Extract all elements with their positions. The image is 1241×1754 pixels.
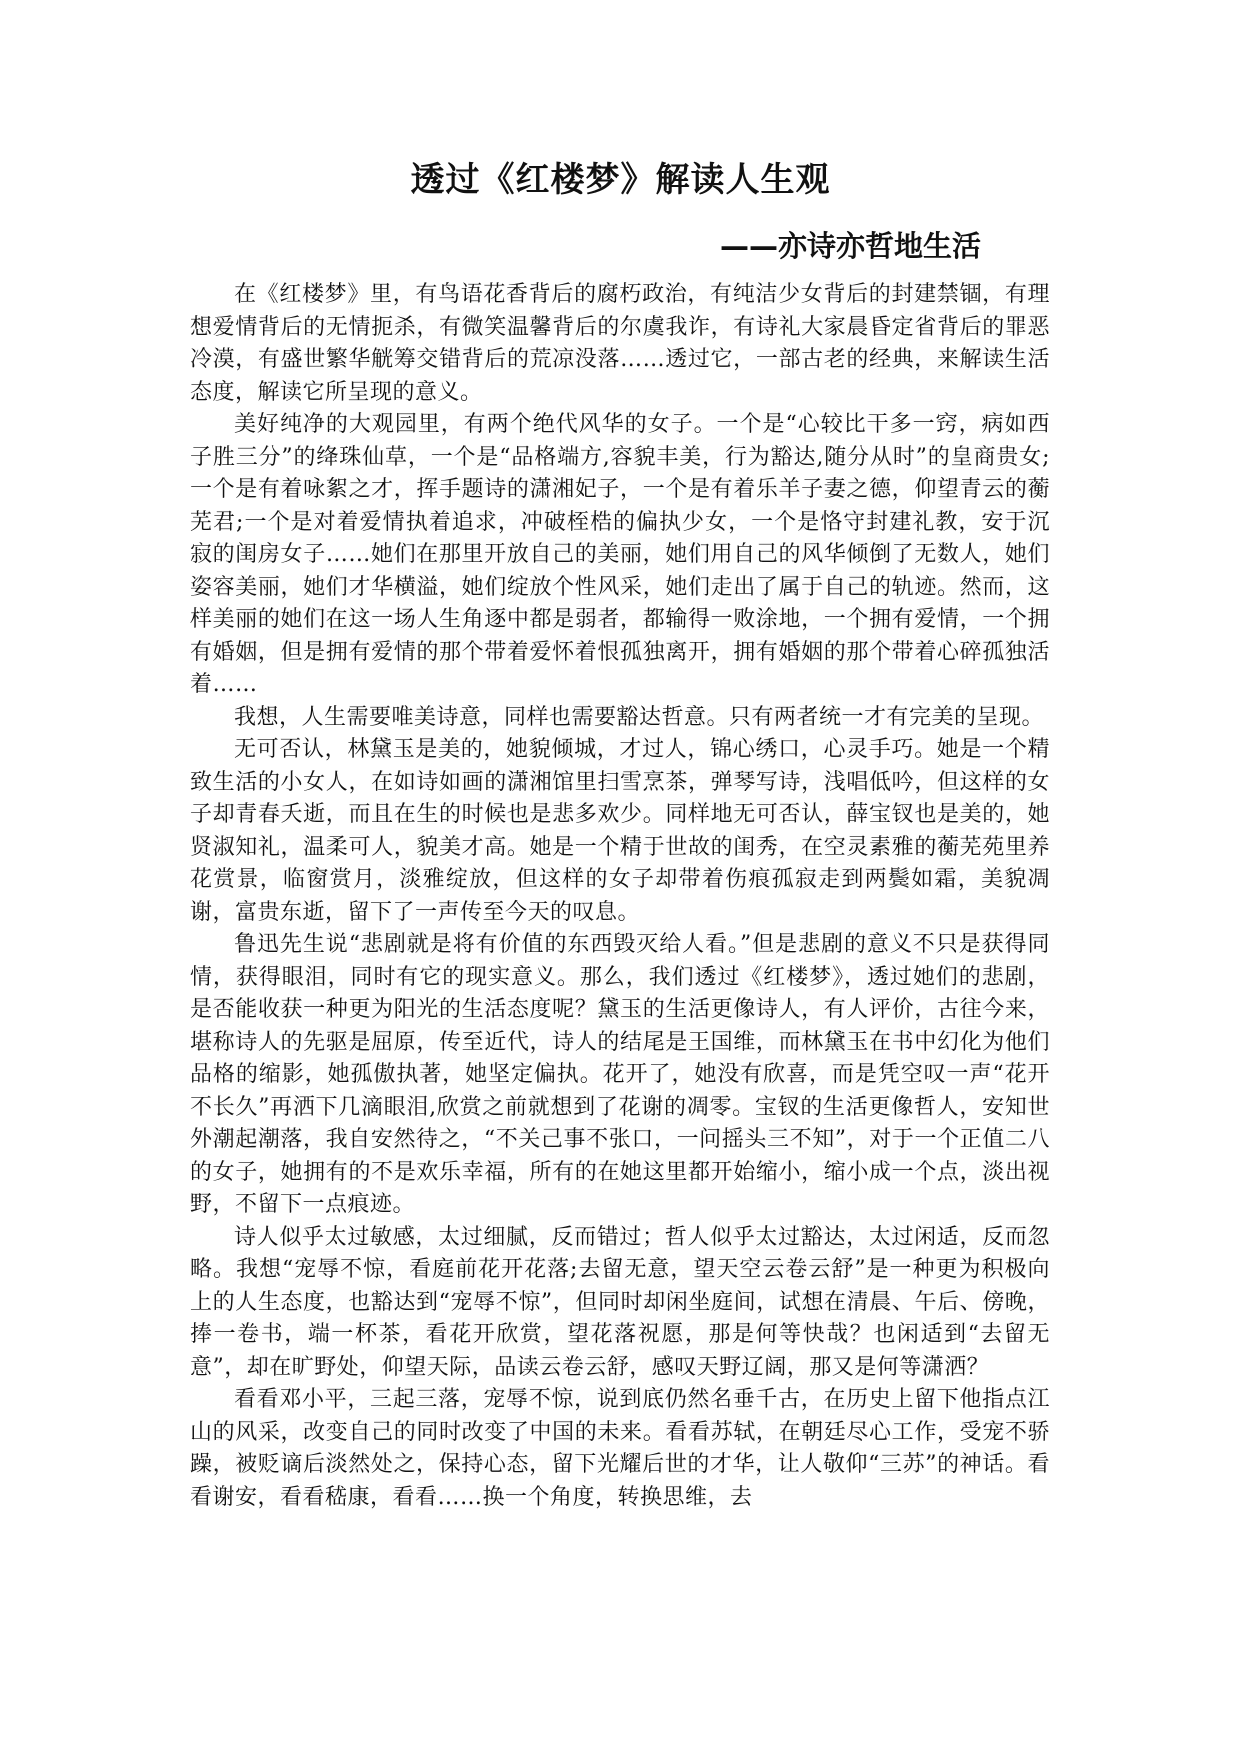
document-subtitle: ——亦诗亦哲地生活: [720, 229, 982, 263]
paragraph: 在《红楼梦》里，有鸟语花香背后的腐朽政治，有纯洁少女背后的封建禁锢，有理想爱情背后的无情扼杀，有微笑温馨背后的尔虞我诈，有诗礼大家晨昏定省背后的罪恶冷漠，有盛世繁华觥筹交错背后的荒凉没落……透过它，一部古老的经典，来解读生活态度，解读它所呈现的意义。: [190, 282, 1050, 405]
paragraph: 我想，人生需要唯美诗意，同样也需要豁达哲意。只有两者统一才有完美的呈现。: [234, 704, 1045, 730]
document-title: 透过《红楼梦》解读人生观: [410, 160, 831, 200]
paragraph: 看看邓小平，三起三落，宠辱不惊，说到底仍然名垂千古，在历史上留下他指点江山的风采，改变自己的同时改变了中国的未来。看看苏轼，在朝廷尽心工作，受宠不骄躁，被贬谪后淡然处之，保持心态，留下光耀后世的才华，让人敬仰“三苏”的神话。看看谢安，看看嵇康，看看……换一个角度，转换思维，去: [190, 1387, 1050, 1510]
paragraph: 无可否认，林黛玉是美的，她貌倾城，才过人，锦心绣口，心灵手巧。她是一个精致生活的小女人，在如诗如画的潇湘馆里扫雪烹茶，弹琴写诗，浅唱低吟，但这样的女子却青春夭逝，而且在生的时候也是悲多欢少。同样地无可否认，薛宝钗也是美的，她贤淑知礼，温柔可人，貌美才高。她是一个精于世故的闺秀，在空灵素雅的蘅芜苑里养花赏景，临窗赏月，淡雅绽放，但这样的女子却带着伤痕孤寂走到两鬓如霜，美貌凋谢，富贵东逝，留下了一声传至今天的叹息。: [190, 737, 1050, 925]
paragraph: 诗人似乎太过敏感，太过细腻，反而错过；哲人似乎太过豁达，太过闲适，反而忽略。我想“宠辱不惊，看庭前花开花落;去留无意，望天空云卷云舒”是一种更为积极向上的人生态度，也豁达到“宠辱不惊”，但同时却闲坐庭间，试想在清晨、午后、傍晚，捧一卷书，端一杯茶，看花开欣赏，望花落祝愿，那是何等快哉？也闲适到“去留无意”，却在旷野处，仰望天际，品读云卷云舒，感叹天野辽阔，那又是何等潇洒？: [190, 1224, 1050, 1380]
document-body: [190, 279, 1050, 1514]
paragraph: 鲁迅先生说“悲剧就是将有价值的东西毁灭给人看。”但是悲剧的意义不只是获得同情，获得眼泪，同时有它的现实意义。那么，我们透过《红楼梦》，透过她们的悲剧，是否能收获一种更为阳光的生活态度呢？黛玉的生活更像诗人，有人评价，古往今来，堪称诗人的先驱是屈原，传至近代，诗人的结尾是王国维，而林黛玉在书中幻化为他们品格的缩影，她孤傲执著，她坚定偏执。花开了，她没有欣喜，而是凭空叹一声“花开不长久”再洒下几滴眼泪,欣赏之前就想到了花谢的凋零。宝钗的生活更像哲人，安知世外潮起潮落，我自安然待之，“不关己事不张口，一问摇头三不知”，对于一个正值二八的女子，她拥有的不是欢乐幸福，所有的在她这里都开始缩小，缩小成一个点，淡出视野，不留下一点痕迹。: [190, 932, 1050, 1217]
paragraph: 美好纯净的大观园里，有两个绝代风华的女子。一个是“心较比干多一窍，病如西子胜三分”的绛珠仙草，一个是“品格端方,容貌丰美，行为豁达,随分从时”的皇商贵女;一个是有着咏絮之才，挥手题诗的潇湘妃子，一个是有着乐羊子妻之德，仰望青云的蘅芜君;一个是对着爱情执着追求，冲破桎梏的偏执少女，一个是恪守封建礼教，安于沉寂的闺房女子……她们在那里开放自己的美丽，她们用自己的风华倾倒了无数人，她们姿容美丽，她们才华横溢，她们绽放个性风采，她们走出了属于自己的轨迹。然而，这样美丽的她们在这一场人生角逐中都是弱者，都输得一败涂地，一个拥有爱情，一个拥有婚姻，但是拥有爱情的那个带着爱怀着恨孤独离开，拥有婚姻的那个带着心碎孤独活着……: [190, 412, 1050, 697]
